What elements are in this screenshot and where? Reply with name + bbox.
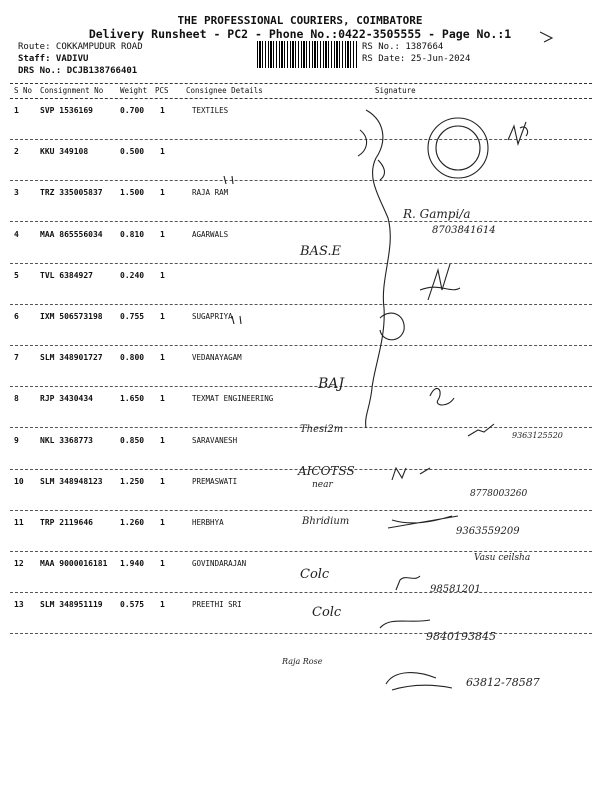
table-row — [10, 469, 592, 511]
row-weight: 1.940 — [120, 559, 145, 569]
note-row8: Thesi2m — [300, 424, 344, 435]
row-consignment: KKU 349108 — [40, 147, 89, 157]
row-pcs: 1 — [160, 229, 165, 239]
rs-number: RS No.: 1387664 — [362, 42, 444, 52]
row-pcs: 1 — [160, 394, 165, 404]
row-pcs: 1 — [160, 106, 165, 115]
table-row — [10, 180, 592, 222]
row-details: TEXMAT ENGINEERING — [192, 394, 274, 404]
sign-row3: R. Gampi/a — [403, 207, 471, 221]
row-details: SARAVANESH — [192, 435, 238, 445]
row-pcs: 1 — [160, 518, 165, 527]
row-sno: 12 — [14, 559, 24, 569]
row-sno: 3 — [14, 188, 19, 198]
note2-row9: near — [312, 480, 333, 490]
phone-row10: 9363559209 — [456, 526, 520, 537]
row-details: PREETHI SRI — [192, 600, 242, 610]
note2-row11: Vasu ceilsha — [474, 553, 531, 563]
row-pcs: 1 — [160, 188, 165, 198]
row-weight: 1.650 — [120, 394, 145, 404]
row-sno: 11 — [14, 518, 24, 527]
table-header — [10, 83, 592, 99]
row-pcs: 1 — [160, 559, 165, 569]
row-consignment: TVL 6384927 — [40, 270, 93, 280]
phone-row3: 8703841614 — [432, 225, 496, 236]
row-sno: 9 — [14, 435, 19, 445]
row-pcs: 1 — [160, 353, 165, 363]
phone-row12: 9840193845 — [426, 630, 496, 643]
row-pcs: 1 — [160, 600, 165, 610]
row-weight: 1.260 — [120, 518, 145, 527]
note-row13: Raja Rose — [282, 657, 323, 666]
row-sno: 6 — [14, 312, 19, 321]
row-weight: 0.800 — [120, 353, 145, 363]
row-pcs: 1 — [160, 435, 165, 445]
row-sno: 7 — [14, 353, 19, 363]
phone-row13: 63812-78587 — [466, 676, 540, 689]
row-details: TEXTILES — [192, 106, 229, 115]
col-weight: Weight — [120, 86, 148, 95]
row-pcs: 1 — [160, 147, 165, 157]
phone-row8: 9363125520 — [512, 431, 563, 440]
table-row — [10, 139, 592, 181]
row-consignment: TRZ 335005837 — [40, 188, 103, 198]
note-row10: Bhridium — [302, 516, 350, 527]
row-sno: 13 — [14, 600, 24, 610]
row-consignment: MAA 865556034 — [40, 229, 103, 239]
note-row7: BAJ — [318, 376, 345, 392]
col-consignment: Consignment No — [40, 86, 104, 95]
row-details: SUGAPRIYA — [192, 312, 233, 321]
row-pcs: 1 — [160, 270, 165, 280]
row-sno: 10 — [14, 476, 24, 486]
note-row11: Colc — [300, 567, 330, 582]
row-details: RAJA RAM — [192, 188, 229, 198]
table-row — [10, 510, 592, 552]
row-consignment: MAA 9000016181 — [40, 559, 108, 569]
row-consignment: SLM 348901727 — [40, 353, 103, 363]
table-row — [10, 222, 592, 264]
row-sno: 8 — [14, 394, 19, 404]
signature-row13 — [386, 673, 452, 690]
row-consignment: SLM 348948123 — [40, 476, 103, 486]
phone-row11: 98581201 — [430, 584, 481, 595]
row-weight: 0.755 — [120, 312, 145, 321]
company-title: THE PROFESSIONAL COURIERS, COIMBATORE — [177, 14, 423, 27]
row-consignment: IXM 506573198 — [40, 312, 103, 321]
row-consignment: SLM 348951119 — [40, 600, 103, 610]
table-row — [10, 345, 592, 387]
col-sno: S No — [14, 86, 33, 95]
row-pcs: 1 — [160, 476, 165, 486]
row-consignment: SVP 1536169 — [40, 106, 93, 115]
row-weight: 0.240 — [120, 270, 145, 280]
table-row — [10, 386, 592, 428]
row-sno: 1 — [14, 106, 19, 115]
row-details: VEDANAYAGAM — [192, 353, 242, 363]
table-row — [10, 263, 592, 305]
note-row4: BAS.E — [300, 244, 342, 259]
phone-row9: 8778003260 — [470, 489, 528, 499]
row-weight: 0.850 — [120, 435, 145, 445]
row-weight: 0.700 — [120, 106, 145, 115]
runsheet-subtitle: Delivery Runsheet - PC2 - Phone No.:0422-3505555 - Page No.:1 — [88, 27, 512, 41]
row-pcs: 1 — [160, 312, 165, 321]
row-details: GOVINDARAJAN — [192, 559, 247, 569]
row-weight: 0.500 — [120, 147, 145, 157]
row-consignment: TRP 2119646 — [40, 518, 93, 527]
table-row — [10, 551, 592, 593]
table-row — [10, 98, 592, 140]
row-consignment: NKL 3368773 — [40, 435, 93, 445]
row-sno: 2 — [14, 147, 19, 157]
row-sno: 4 — [14, 229, 19, 239]
row-weight: 0.575 — [120, 600, 145, 610]
row-details: AGARWALS — [192, 229, 229, 239]
note-row9: AICOTSS — [298, 464, 355, 478]
col-pcs: PCS — [155, 86, 169, 95]
drs-number: DRS No.: DCJB138766401 — [18, 66, 138, 76]
row-weight: 0.810 — [120, 229, 145, 239]
row-weight: 1.500 — [120, 188, 145, 198]
row-consignment: RJP 3430434 — [40, 394, 93, 404]
route-label: Route: COKKAMPUDUR ROAD — [18, 42, 143, 52]
col-signature: Signature — [375, 86, 416, 95]
col-details: Consignee Details — [186, 86, 263, 95]
row-sno: 5 — [14, 270, 19, 280]
table-row — [10, 592, 592, 634]
staff-label: Staff: VADIVU — [18, 54, 89, 64]
barcode — [257, 41, 357, 68]
table-row — [10, 428, 592, 470]
table-row — [10, 304, 592, 346]
note-row12: Colc — [312, 605, 342, 620]
row-details: HERBHYA — [192, 518, 224, 527]
rs-date: RS Date: 25-Jun-2024 — [362, 54, 471, 64]
row-details: PREMASWATI — [192, 476, 238, 486]
row-weight: 1.250 — [120, 476, 145, 486]
